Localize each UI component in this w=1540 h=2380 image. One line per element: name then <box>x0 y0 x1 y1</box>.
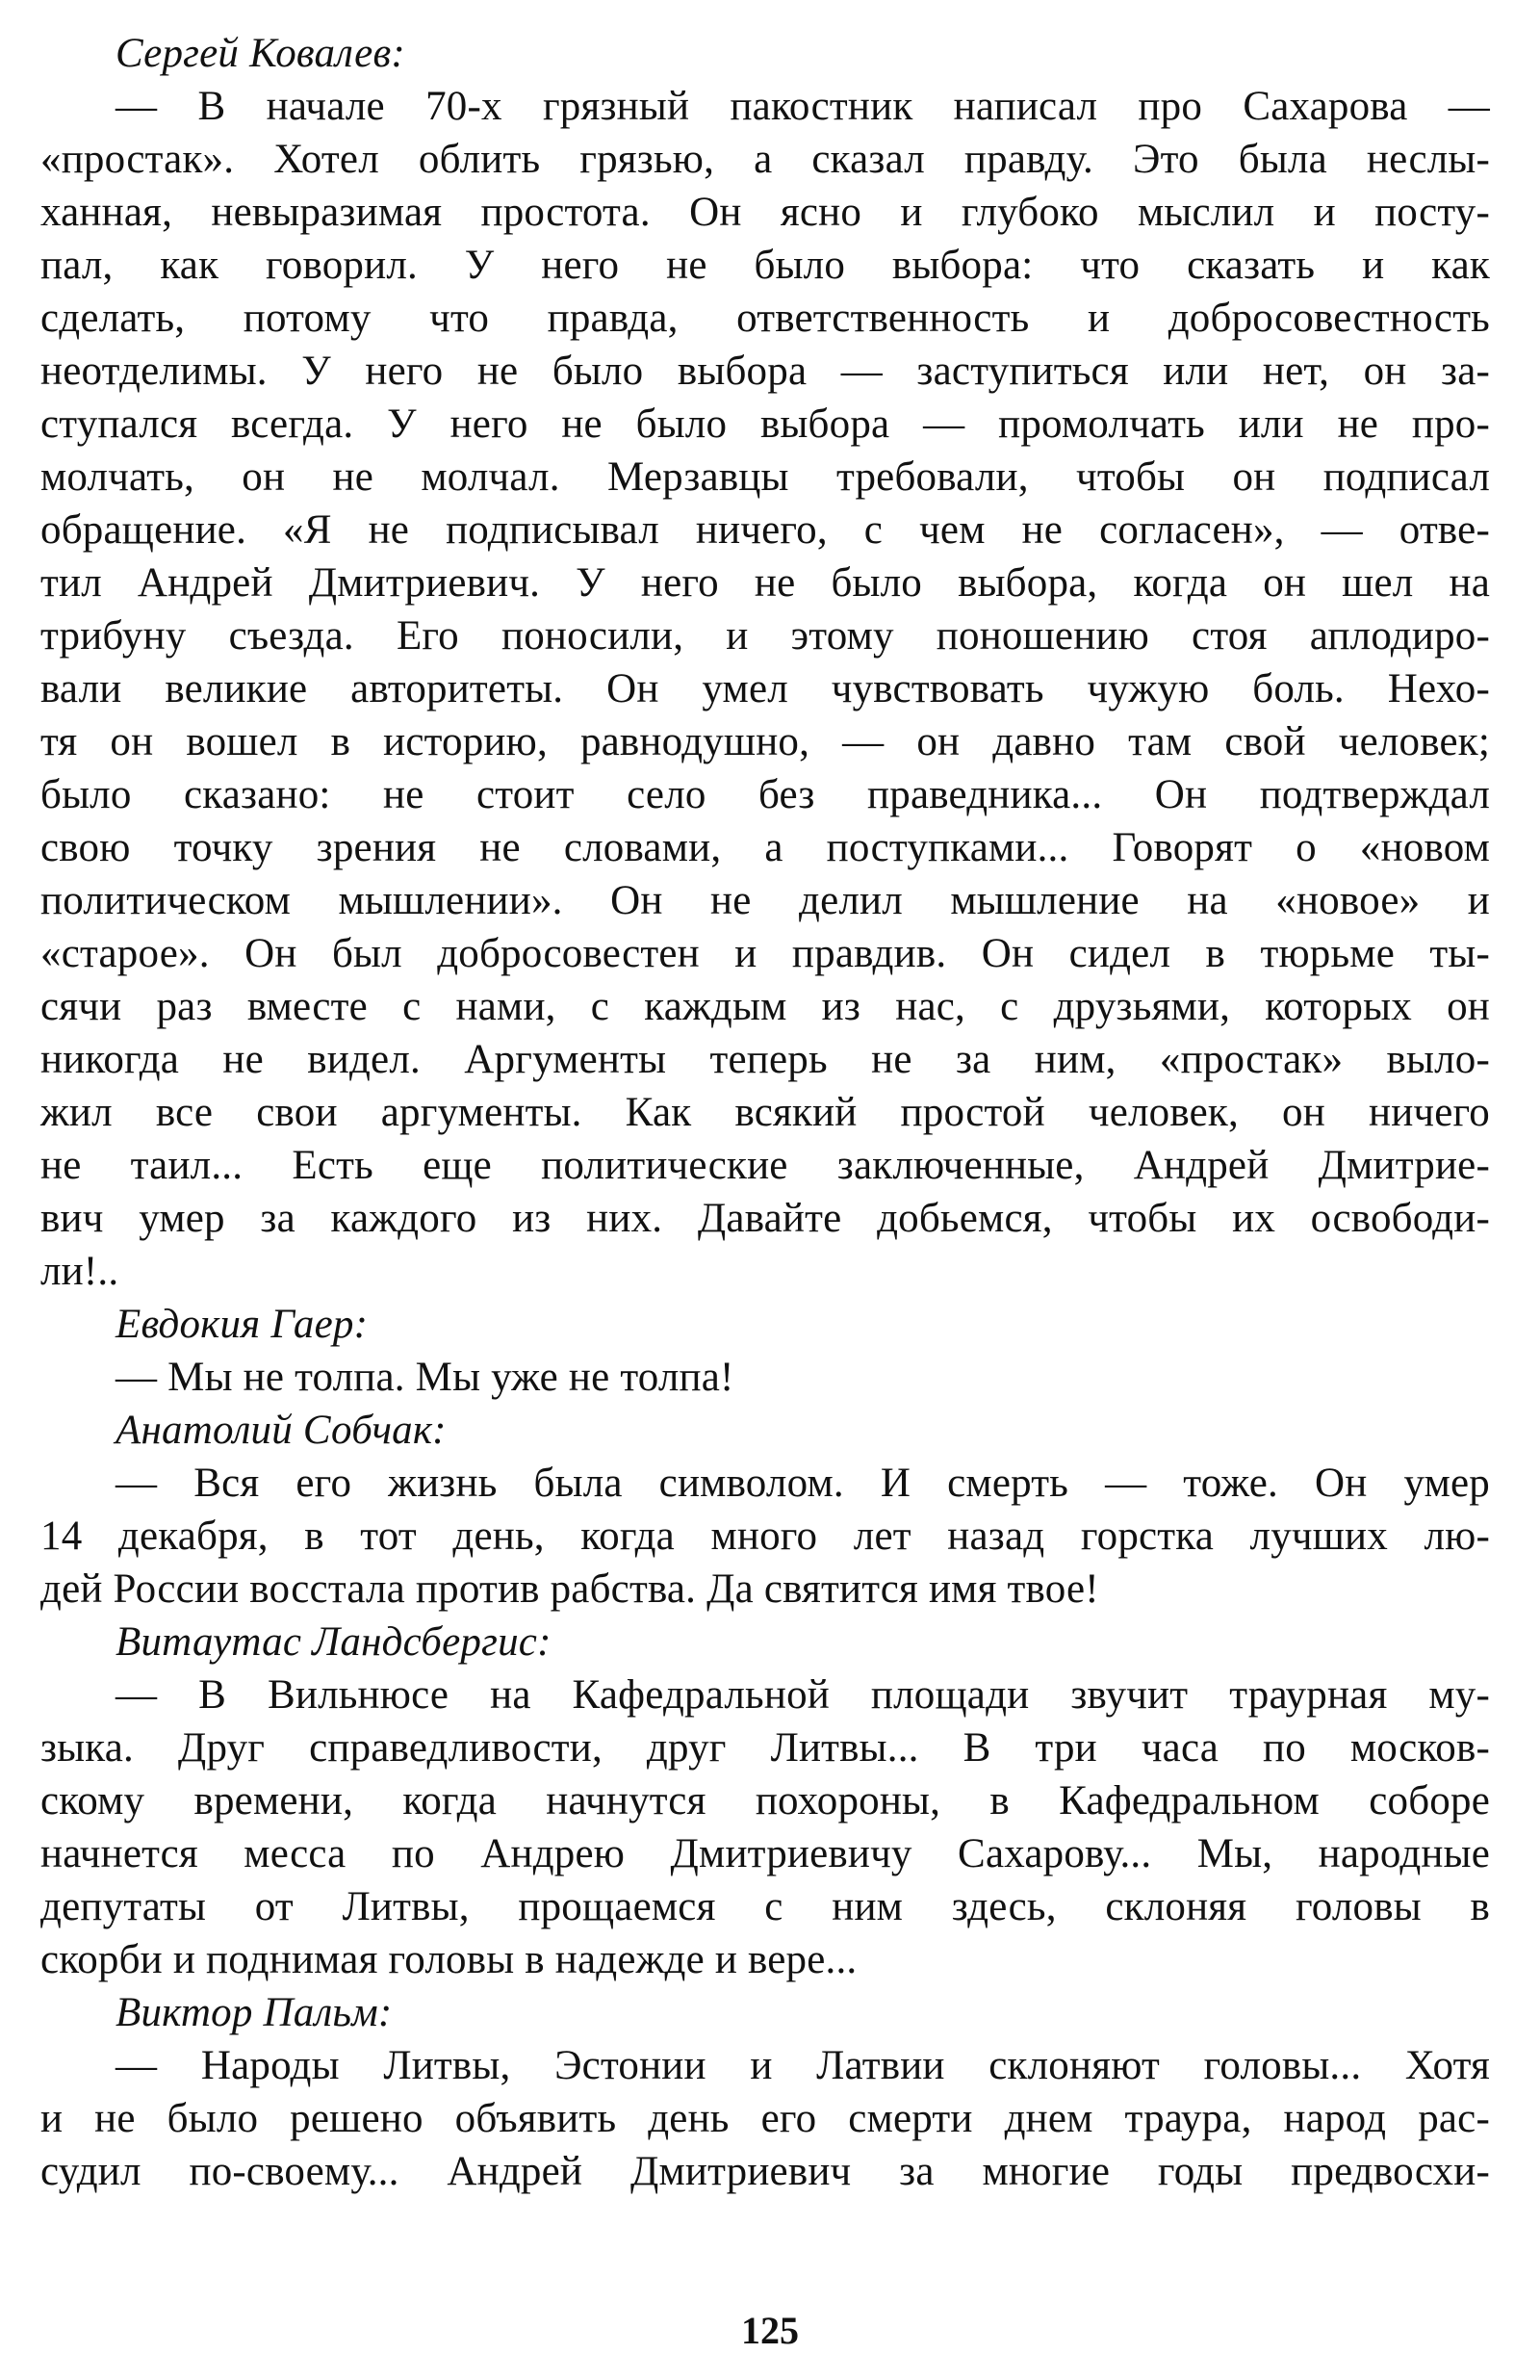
text-line: сячи раз вместе с нами, с каждым из нас, с друзьями, которых он <box>40 984 1490 1029</box>
text-line: 14 декабря, в тот день, когда много лет назад горстка лучших лю- <box>40 1513 1490 1559</box>
text-line: — В Вильнюсе на Кафедральной площади звучит траурная му- <box>116 1672 1490 1718</box>
speaker-name: Евдокия Гаер: <box>116 1302 369 1347</box>
page-body <box>40 27 1490 2198</box>
text-line: и не было решено объявить день его смерти днем траура, народ рас- <box>40 2096 1490 2141</box>
text-line: свою точку зрения не словами, а поступками... Говорят о «новом <box>40 825 1490 870</box>
text-line: обращение. «Я не подписывал ничего, с чем не согласен», — отве- <box>40 507 1490 553</box>
text-line: — В начале 70-х грязный пакостник написал про Сахарова — <box>116 84 1490 129</box>
text-line: сделать, потому что правда, ответственность и добросовестность <box>40 296 1490 341</box>
text-line: не таил... Есть еще политические заключенные, Андрей Дмитрие- <box>40 1143 1490 1188</box>
speaker-name: Виктор Пальм: <box>116 1990 393 2035</box>
text-line: жил все свои аргументы. Как всякий простой человек, он ничего <box>40 1090 1490 1135</box>
speaker-name: Сергей Ковалев: <box>116 31 405 76</box>
text-line: политическом мышлении». Он не делил мышление на «новое» и <box>40 878 1490 923</box>
text-line: — Вся его жизнь была символом. И смерть — тоже. Он умер <box>116 1461 1490 1506</box>
text-line: ханная, невыразимая простота. Он ясно и глубоко мыслил и посту- <box>40 190 1490 235</box>
text-line: зыка. Друг справедливости, друг Литвы... В три часа по москов- <box>40 1725 1490 1771</box>
text-line: начнется месса по Андрею Дмитриевичу Сахарову... Мы, народные <box>40 1831 1490 1876</box>
text-line: скорби и поднимая головы в надежде и вере... <box>40 1937 858 1982</box>
text-line: было сказано: не стоит село без праведника... Он подтверждал <box>40 772 1490 817</box>
text-line: — Мы не толпа. Мы уже не толпа! <box>116 1355 734 1400</box>
text-line: дей России восстала против рабства. Да святится имя твое! <box>40 1566 1099 1612</box>
text-line: скому времени, когда начнутся похороны, в Кафедральном соборе <box>40 1778 1490 1824</box>
text-line: тил Андрей Дмитриевич. У него не было выбора, когда он шел на <box>40 560 1490 606</box>
text-line: пал, как говорил. У него не было выбора: что сказать и как <box>40 243 1490 288</box>
text-line: никогда не видел. Аргументы теперь не за ним, «простак» выло- <box>40 1037 1490 1082</box>
text-line: ли!.. <box>40 1249 119 1294</box>
text-line: судил по-своему... Андрей Дмитриевич за многие годы предвосхи- <box>40 2149 1490 2194</box>
text-line: молчать, он не молчал. Мерзавцы требовали, чтобы он подписал <box>40 454 1490 500</box>
text-line: вич умер за каждого из них. Давайте добьемся, чтобы их освободи- <box>40 1196 1490 1241</box>
text-line: «старое». Он был добросовестен и правдив. Он сидел в тюрьме ты- <box>40 931 1490 976</box>
text-line: ступался всегда. У него не было выбора — промолчать или не про- <box>40 401 1490 447</box>
text-line: трибуну съезда. Его поносили, и этому поношению стоя аплодиро- <box>40 613 1490 659</box>
page-number: 125 <box>741 2309 799 2352</box>
text-line: неотделимы. У него не было выбора — заступиться или нет, он за- <box>40 349 1490 394</box>
speaker-name: Анатолий Собчак: <box>116 1408 447 1453</box>
text-line: депутаты от Литвы, прощаемся с ним здесь, склоняя головы в <box>40 1884 1490 1929</box>
text-line: «простак». Хотел облить грязью, а сказал правду. Это была неслы- <box>40 137 1490 182</box>
text-line: вали великие авторитеты. Он умел чувствовать чужую боль. Нехо- <box>40 666 1490 711</box>
speaker-name: Витаутас Ландсбергис: <box>116 1619 552 1665</box>
text-line: — Народы Литвы, Эстонии и Латвии склоняют головы... Хотя <box>116 2043 1490 2088</box>
text-line: тя он вошел в историю, равнодушно, — он давно там свой человек; <box>40 719 1490 764</box>
